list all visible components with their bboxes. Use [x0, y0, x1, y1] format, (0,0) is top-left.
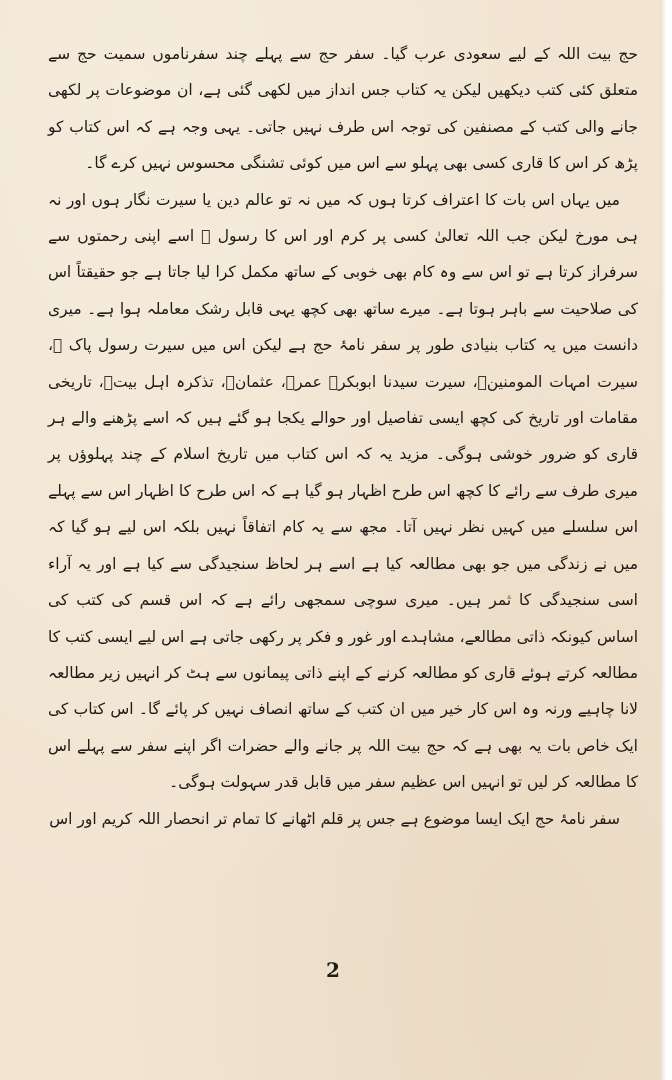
page-edge	[660, 0, 666, 1080]
paragraph-2: میں یہاں اس بات کا اعتراف کرتا ہوں کہ میں نہ تو عالم دین یا سیرت نگار ہوں اور نہ ہی مورخ لیکن جب اللہ تعالیٰ کسی پر کرم اور اس کا رسول ﷺ اسے اپنی رحمتوں سے سرفراز کرتا ہے تو اس سے وہ کام بھی خوبی کے ساتھ مکمل کرا لیا جاتا ہے جو حقیقتاً اس کی صلاحیت سے باہر ہوتا ہے۔ میرے ساتھ بھی کچھ یہی قابل رشک معاملہ ہوا ہے۔ میری دانست میں یہ کتاب بنیادی طور پر سفر نامۂ حج ہے لیکن اس میں سیرت رسول پاک ﷺ، سیرت امہات المومنینؓ، سیرت سیدنا ابوبکرؓ عمرؓ، عثمانؓ، تذکرہ اہل بیتؓ، تاریخی مقامات اور تاریخ کی کچھ ایسی تفاصیل اور حوالے یکجا ہو گئے ہیں کہ اسے پڑھنے والے ہر قاری کو ضرور خوشی ہوگی۔ مزید یہ کہ اس کتاب میں تاریخ اسلام کے چند پہلوؤں پر میری طرف سے رائے کا کچھ اس طرح اظہار ہو گیا ہے کہ اس طرح کا اظہار اس سے پہلے اس سلسلے میں کہیں نظر نہیں آتا۔ مجھ سے یہ کام اتفاقاً نہیں بلکہ اس لیے ہو گیا کہ میں نے زندگی میں جو بھی مطالعہ کیا ہے اسے ہر لحاظ سنجیدگی سے کیا ہے اور یہ آراء اسی سنجیدگی کا ثمر ہیں۔ میری سوچی سمجھی رائے ہے کہ اس قسم کی کتب کی اساس کیونکہ ذاتی مطالعے، مشاہدے اور غور و فکر پر رکھی جاتی ہے اس لیے ایسی کتب کا مطالعہ کرتے ہوئے قاری کو مطالعہ کرنے کے اپنے ذاتی پیمانوں سے ہٹ کر انہیں زیر مطالعہ لانا چاہیے ورنہ وہ اس کار خیر میں ان کتب کے ساتھ انصاف نہیں کر پائے گا۔ اس کتاب کی ایک خاص بات یہ بھی ہے کہ حج بیت اللہ پر جانے والے حضرات اگر اپنے سفر سے پہلے اس کا مطالعہ کر لیں تو انہیں اس عظیم سفر میں قابل قدر سہولت ہوگی۔	[48, 190, 638, 792]
paragraph-1: حج بیت اللہ کے لیے سعودی عرب گیا۔ سفر حج سے پہلے چند سفرناموں سمیت حج سے متعلق کئی کتب دیکھیں لیکن یہ کتاب جس انداز میں لکھی گئی ہے، ان موضوعات پر لکھی جانے والی کتب کے مصنفین کی توجہ اس طرف نہیں جاتی۔ یہی وجہ ہے کہ اس کتاب کو پڑھ کر اس کا قاری کسی بھی پہلو سے اس میں کوئی تشنگی محسوس نہیں کرے گا۔	[48, 45, 638, 173]
page-number: 2	[326, 958, 340, 982]
paragraph-3: سفر نامۂ حج ایک ایسا موضوع ہے جس پر قلم اٹھانے کا تمام تر انحصار اللہ کریم اور اس	[49, 809, 620, 828]
page-body-text	[48, 36, 638, 837]
